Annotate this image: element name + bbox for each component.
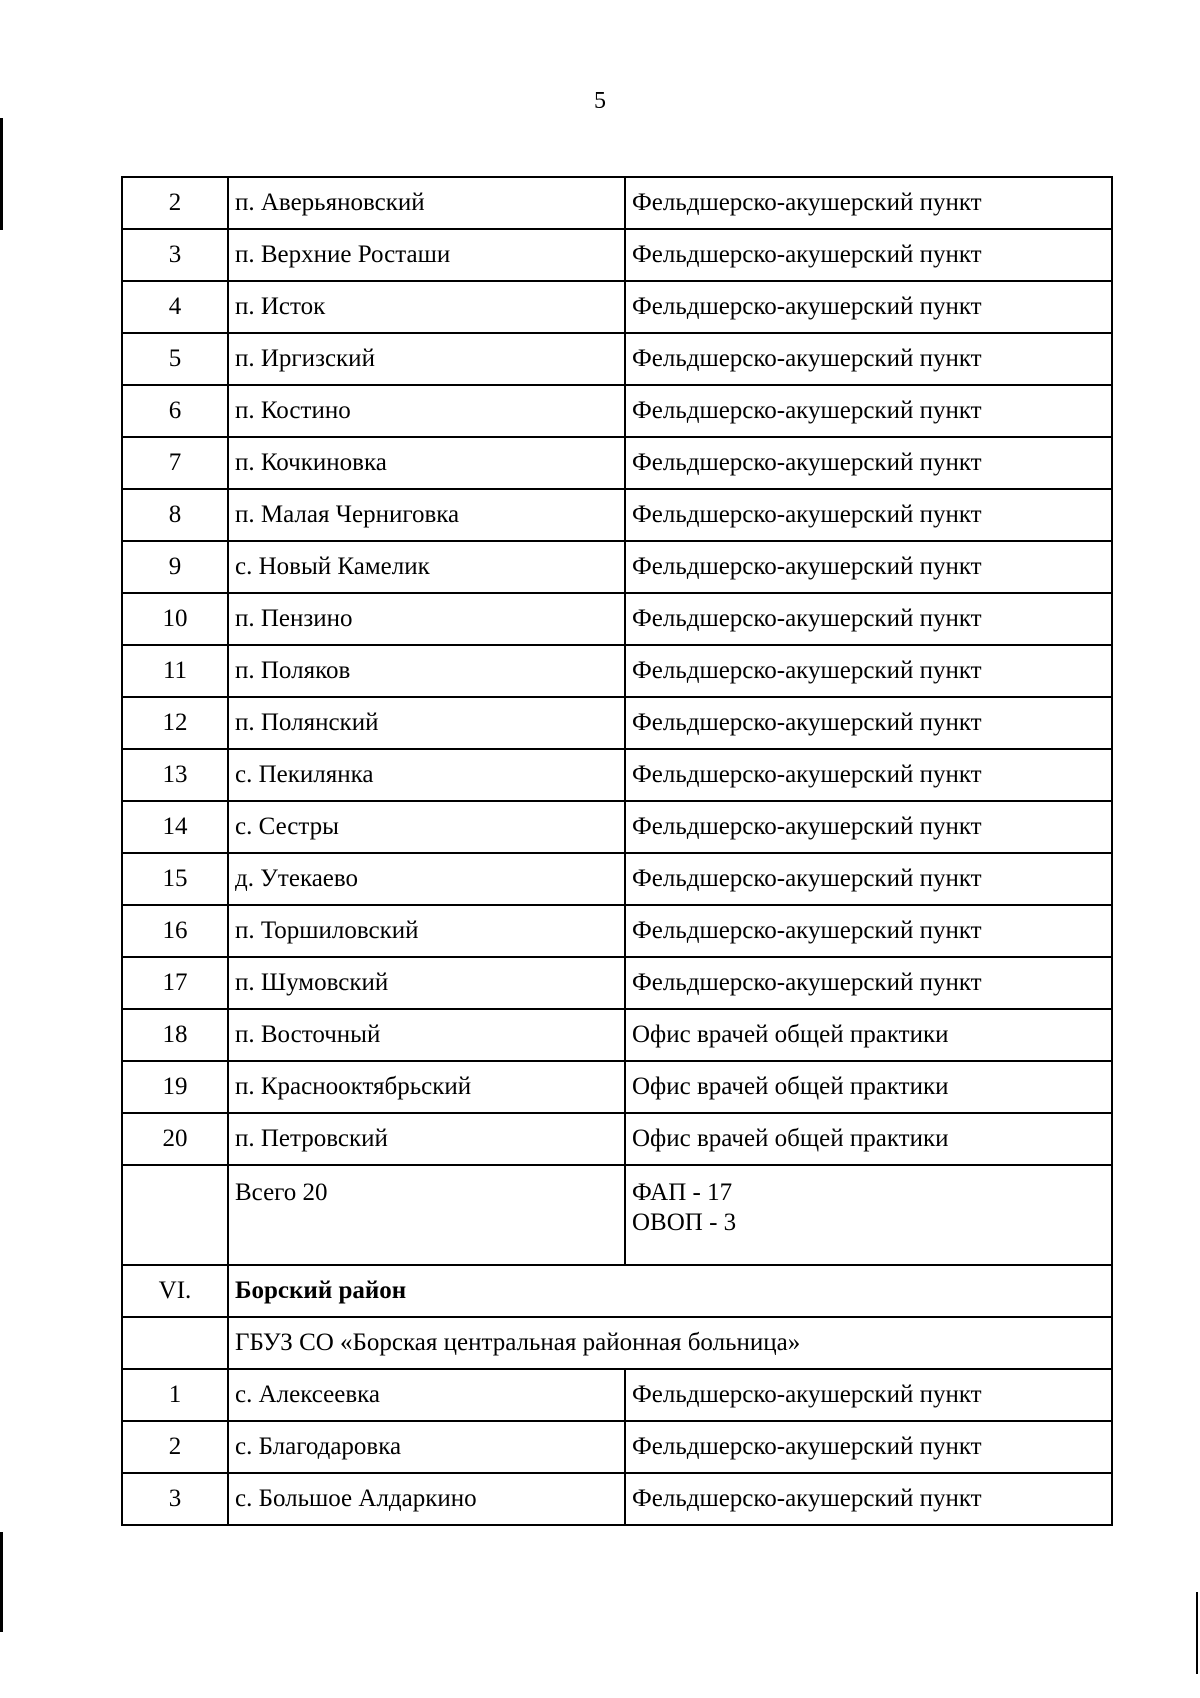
- row-number: 3: [122, 1473, 228, 1525]
- section-title: Борский район: [228, 1265, 1112, 1317]
- scan-edge-mark-left-bottom: [0, 1532, 3, 1632]
- total-fap: ФАП - 17: [632, 1179, 733, 1206]
- table-row: [122, 905, 1112, 957]
- settlement-name: п. Торшиловский: [228, 905, 625, 957]
- total-num-cell: [122, 1165, 228, 1265]
- row-number: 8: [122, 489, 228, 541]
- row-number: 11: [122, 645, 228, 697]
- table-row: [122, 1421, 1112, 1473]
- table-row: [122, 645, 1112, 697]
- total-row: [122, 1165, 1112, 1265]
- table-row: [122, 1061, 1112, 1113]
- page-number: 5: [594, 88, 606, 114]
- settlement-name: с. Алексеевка: [228, 1369, 625, 1421]
- table-row: [122, 801, 1112, 853]
- facility-type: Фельдшерско-акушерский пункт: [625, 229, 1112, 281]
- settlement-name: п. Восточный: [228, 1009, 625, 1061]
- settlement-name: п. Пензино: [228, 593, 625, 645]
- table-row: [122, 437, 1112, 489]
- row-number: 10: [122, 593, 228, 645]
- table-row: [122, 1113, 1112, 1165]
- row-number: 5: [122, 333, 228, 385]
- settlement-name: п. Малая Черниговка: [228, 489, 625, 541]
- facility-type: Фельдшерско-акушерский пункт: [625, 853, 1112, 905]
- total-ovop: ОВОП - 3: [632, 1209, 737, 1236]
- row-number: 9: [122, 541, 228, 593]
- row-number: 17: [122, 957, 228, 1009]
- table-body-summary: [122, 1165, 1112, 1369]
- facility-type: Фельдшерско-акушерский пункт: [625, 957, 1112, 1009]
- row-number: 13: [122, 749, 228, 801]
- settlement-name: д. Утекаево: [228, 853, 625, 905]
- facility-type: Фельдшерско-акушерский пункт: [625, 1473, 1112, 1525]
- table-row: [122, 697, 1112, 749]
- settlement-name: п. Верхние Росташи: [228, 229, 625, 281]
- settlement-name: п. Полянский: [228, 697, 625, 749]
- table-row: [122, 281, 1112, 333]
- facility-type: Офис врачей общей практики: [625, 1113, 1112, 1165]
- table-row: [122, 1369, 1112, 1421]
- table-row: [122, 593, 1112, 645]
- settlement-name: п. Поляков: [228, 645, 625, 697]
- row-number: 16: [122, 905, 228, 957]
- settlement-name: п. Краснооктябрьский: [228, 1061, 625, 1113]
- facility-type: Офис врачей общей практики: [625, 1061, 1112, 1113]
- settlement-name: п. Костино: [228, 385, 625, 437]
- table-row: [122, 177, 1112, 229]
- table-row: [122, 385, 1112, 437]
- facility-type: Фельдшерско-акушерский пункт: [625, 1421, 1112, 1473]
- section-num: VI.: [122, 1265, 228, 1317]
- table-row: [122, 489, 1112, 541]
- row-number: 7: [122, 437, 228, 489]
- settlement-name: п. Шумовский: [228, 957, 625, 1009]
- row-number: 18: [122, 1009, 228, 1061]
- settlement-name: с. Новый Камелик: [228, 541, 625, 593]
- table-body-top: [122, 177, 1112, 1165]
- facility-type: Фельдшерско-акушерский пункт: [625, 333, 1112, 385]
- facility-type: Фельдшерско-акушерский пункт: [625, 1369, 1112, 1421]
- facility-type: Фельдшерско-акушерский пункт: [625, 645, 1112, 697]
- table-body-bottom: [122, 1369, 1112, 1525]
- scan-edge-mark-left: [0, 118, 3, 230]
- row-number: 6: [122, 385, 228, 437]
- row-number: 19: [122, 1061, 228, 1113]
- row-number: 2: [122, 1421, 228, 1473]
- facility-type: Офис врачей общей практики: [625, 1009, 1112, 1061]
- table-row: [122, 1473, 1112, 1525]
- settlement-name: п. Исток: [228, 281, 625, 333]
- facility-type: Фельдшерско-акушерский пункт: [625, 385, 1112, 437]
- row-number: 2: [122, 177, 228, 229]
- settlement-name: с. Пекилянка: [228, 749, 625, 801]
- total-label: Всего 20: [228, 1165, 625, 1265]
- hospital-num-cell: [122, 1317, 228, 1369]
- table-row: [122, 333, 1112, 385]
- section-row: [122, 1265, 1112, 1317]
- facility-type: Фельдшерско-акушерский пункт: [625, 905, 1112, 957]
- table-row: [122, 749, 1112, 801]
- total-breakdown: [625, 1165, 1112, 1265]
- row-number: 4: [122, 281, 228, 333]
- facility-type: Фельдшерско-акушерский пункт: [625, 593, 1112, 645]
- settlement-name: с. Большое Алдаркино: [228, 1473, 625, 1525]
- table-row: [122, 957, 1112, 1009]
- hospital-name: ГБУЗ СО «Борская центральная районная больница»: [228, 1317, 1112, 1369]
- facility-type: Фельдшерско-акушерский пункт: [625, 541, 1112, 593]
- table-row: [122, 1009, 1112, 1061]
- facility-type: Фельдшерско-акушерский пункт: [625, 437, 1112, 489]
- row-number: 3: [122, 229, 228, 281]
- facility-type: Фельдшерско-акушерский пункт: [625, 697, 1112, 749]
- scan-edge-mark-right: [1196, 1592, 1198, 1674]
- table-row: [122, 229, 1112, 281]
- settlement-name: п. Аверьяновский: [228, 177, 625, 229]
- settlement-name: п. Петровский: [228, 1113, 625, 1165]
- facility-type: Фельдшерско-акушерский пункт: [625, 281, 1112, 333]
- settlement-name: п. Кочкиновка: [228, 437, 625, 489]
- settlement-name: п. Иргизский: [228, 333, 625, 385]
- settlement-name: с. Благодаровка: [228, 1421, 625, 1473]
- row-number: 12: [122, 697, 228, 749]
- row-number: 20: [122, 1113, 228, 1165]
- table-row: [122, 853, 1112, 905]
- settlement-name: с. Сестры: [228, 801, 625, 853]
- row-number: 14: [122, 801, 228, 853]
- row-number: 1: [122, 1369, 228, 1421]
- table-row: [122, 541, 1112, 593]
- facility-type: Фельдшерско-акушерский пункт: [625, 177, 1112, 229]
- hospital-row: [122, 1317, 1112, 1369]
- facilities-table: [121, 176, 1113, 1526]
- facility-type: Фельдшерско-акушерский пункт: [625, 749, 1112, 801]
- facility-type: Фельдшерско-акушерский пункт: [625, 801, 1112, 853]
- row-number: 15: [122, 853, 228, 905]
- facility-type: Фельдшерско-акушерский пункт: [625, 489, 1112, 541]
